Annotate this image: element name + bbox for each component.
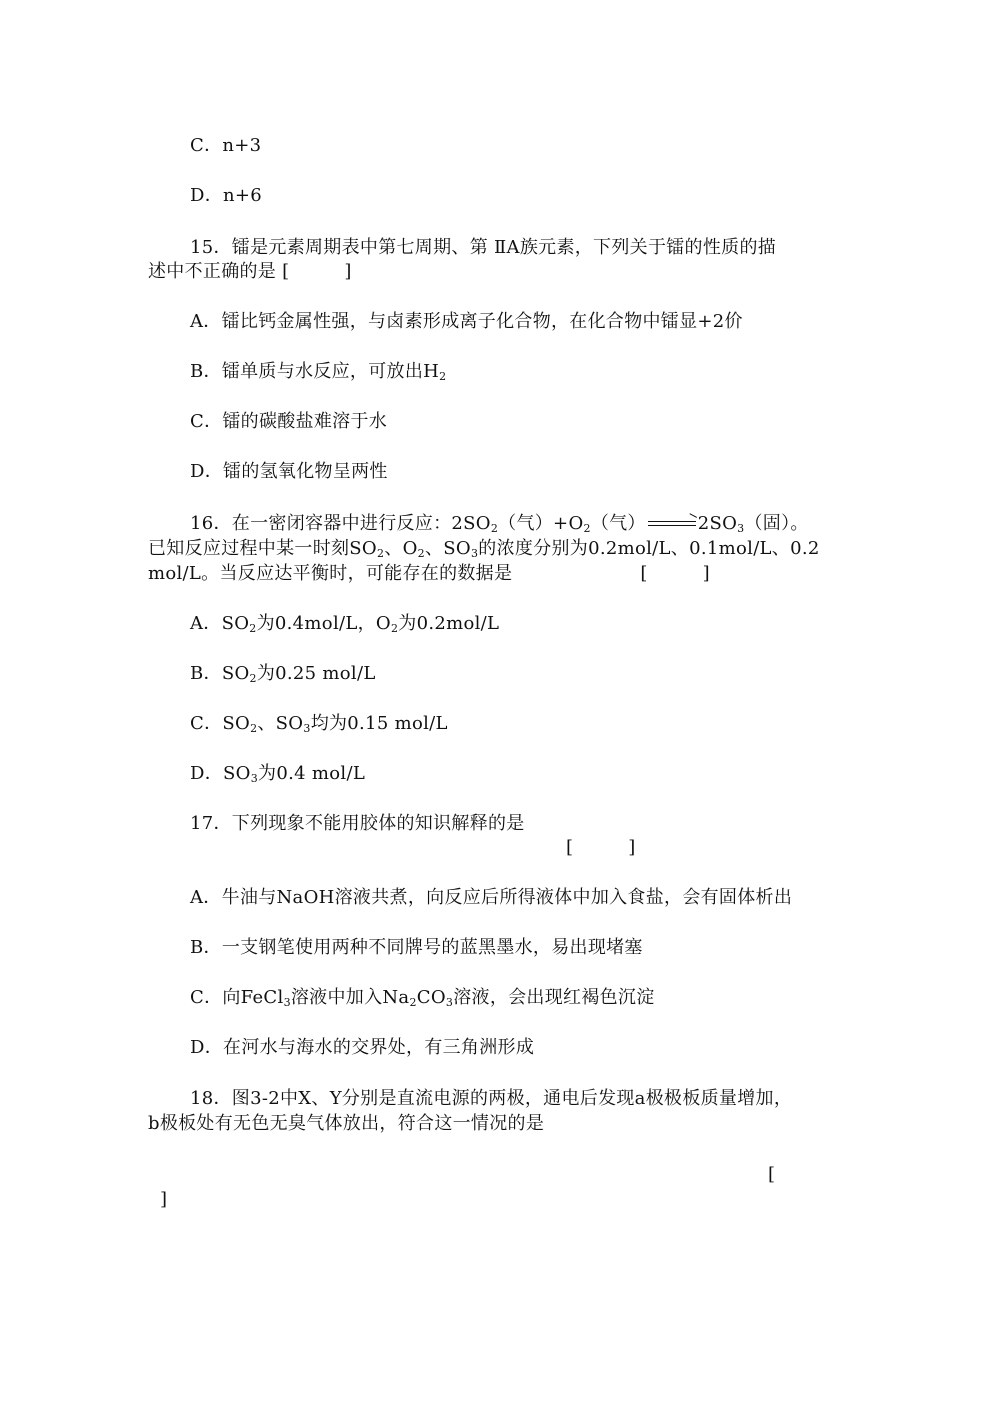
q16-text: 2SO [697,513,738,534]
q17-option-c [190,986,655,1010]
q15-option-b [190,360,446,384]
q18-bracket-close: ] [160,1189,168,1210]
subscript: 2 [490,522,499,535]
q16-option-b [190,662,376,686]
subscript: 3 [303,722,311,735]
q15-stem-line-2: 述中不正确的是 [ ] [148,261,352,282]
q16-text: C．SO [190,713,251,734]
subscript: 2 [409,996,417,1009]
q16-text: 、SO [424,538,471,559]
q16-stem-line-2 [148,537,820,561]
q14-option-d: D．n+6 [190,185,263,206]
subscript: 2 [250,722,258,735]
q17-stem-line-1: 17．下列现象不能用胶体的知识解释的是 [190,813,525,834]
q16-text: 均为0.15 mol/L [310,713,448,734]
subscript: 3 [283,996,291,1009]
q16-text: B．SO [190,663,250,684]
q16-text: 为0.4 mol/L [258,763,366,784]
q16-text: （固）。 [744,513,809,534]
subscript: 3 [737,522,745,535]
q17-option-b: B．一支钢笔使用两种不同牌号的蓝黑墨水，易出现堵塞 [190,937,643,958]
q15-option-a: A．镭比钙金属性强，与卤素形成离子化合物，在化合物中镭显+2价 [190,311,743,332]
q16-stem-line-3: mol/L。当反应达平衡时，可能存在的数据是 [ ] [148,563,710,584]
q15-option-c: C．镭的碳酸盐难溶于水 [190,411,388,432]
q16-text: 为0.4mol/L，O [256,613,391,634]
q17-option-a: A．牛油与NaOH溶液共煮，向反应后所得液体中加入食盐，会有固体析出 [190,887,793,908]
q18-bracket-open: [ [768,1164,776,1185]
q15-stem-line-1: 15．镭是元素周期表中第七周期、第 ⅡA族元素，下列关于镭的性质的描 [190,237,777,258]
subscript: 2 [377,547,385,560]
q17-text: 溶液，会出现红褐色沉淀 [453,987,655,1008]
q16-text: A．SO [190,613,250,634]
q16-stem-line-1 [190,512,809,536]
q17-text: 溶液中加入Na [290,987,410,1008]
equilibrium-arrow-icon [648,519,696,529]
subscript: 2 [249,672,257,685]
q16-text: 、O [384,538,418,559]
subscript: 2 [439,370,447,383]
subscript: 3 [445,996,454,1009]
q16-text: 为0.25 mol/L [256,663,376,684]
subscript: 2 [417,547,425,560]
q17-option-d: D．在河水与海水的交界处，有三角洲形成 [190,1037,535,1058]
q16-option-c [190,712,448,736]
q16-text: D．SO [190,763,251,784]
q16-text: 16．在一密闭容器中进行反应：2SO [190,513,491,534]
q17-text: CO [416,987,446,1008]
subscript: 2 [249,622,257,635]
q15-option-b-text: B．镭单质与水反应，可放出H [190,361,440,382]
q18-stem-line-2: b极板处有无色无臭气体放出，符合这一情况的是 [148,1113,545,1134]
q18-stem-line-1: 18．图3-2中X、Y分别是直流电源的两极，通电后发现a极极板质量增加， [190,1088,793,1109]
q16-text: 已知反应过程中某一时刻SO [148,538,377,559]
q15-option-d: D．镭的氢氧化物呈两性 [190,461,388,482]
q16-option-a [190,612,499,636]
q16-option-d [190,762,365,786]
q14-option-c: C．n+3 [190,135,262,156]
q16-text: 的浓度分别为0.2mol/L、0.1mol/L、0.2 [478,538,820,559]
q16-text: 为0.2mol/L [398,613,500,634]
subscript: 2 [583,522,591,535]
subscript: 2 [390,622,399,635]
subscript: 3 [470,547,479,560]
q16-text: （气）+O [498,513,584,534]
q17-text: C．向FeCl [190,987,284,1008]
q16-text: 、SO [257,713,304,734]
q16-text: （气） [590,513,646,534]
q17-answer-bracket: [ ] [566,837,636,858]
subscript: 3 [250,772,259,785]
